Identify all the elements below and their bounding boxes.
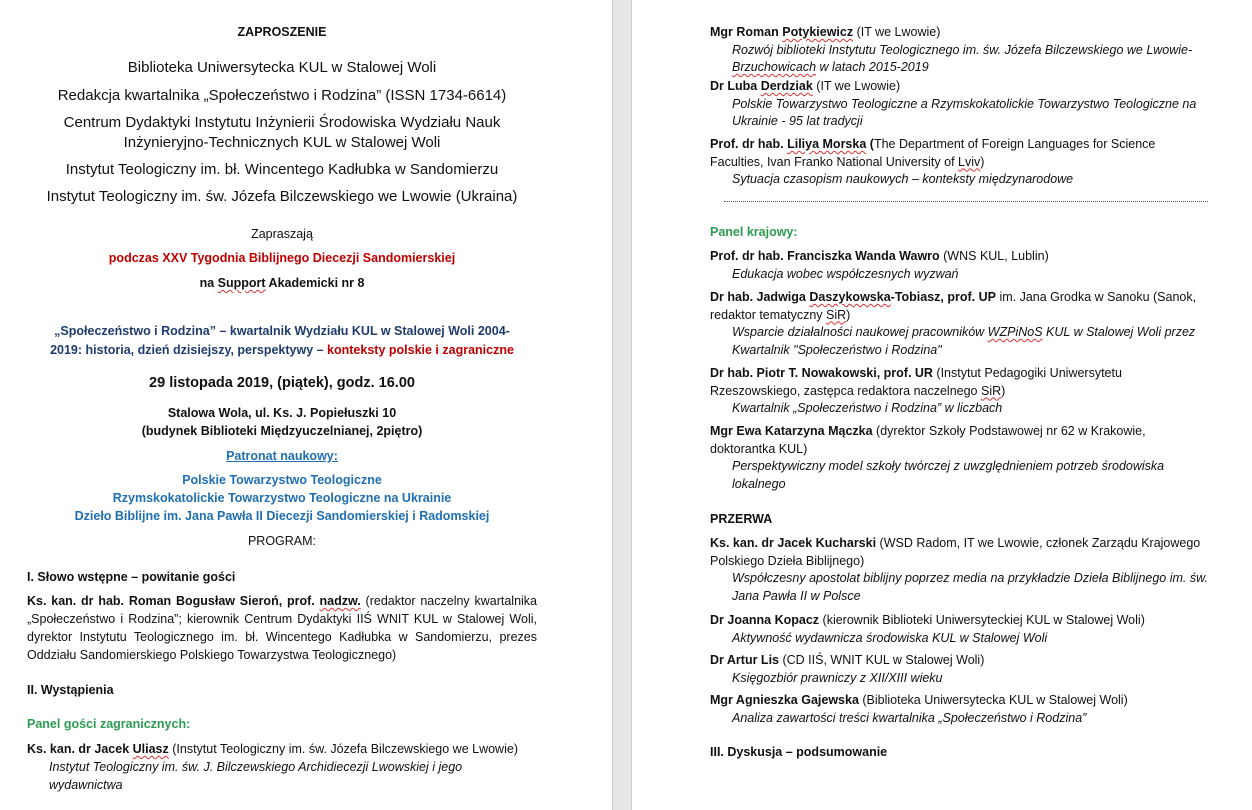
speaker-2-name-b: Uliasz — [132, 742, 169, 756]
bs3-name: Dr Artur Lis — [710, 653, 779, 667]
page-gutter — [612, 0, 632, 810]
speaker-1-name-b: nadzw. — [319, 594, 361, 608]
bs4-name: Mgr Agnieszka Gajewska — [710, 693, 859, 707]
event-word: Support — [217, 276, 266, 290]
ds3-aff-b: SiR — [980, 383, 1002, 398]
ds1-aff: (WNS KUL, Lublin) — [939, 249, 1049, 263]
foreign-speaker-4-header — [710, 136, 1210, 171]
break-speaker-1-header — [710, 535, 1210, 570]
speaker-2-talk: Instytut Teologiczny im. św. J. Bilczewskiego Archidiecezji Lwowskiej i jego wydawnictwa — [49, 760, 463, 792]
fs2-name-b: Potykiewicz — [782, 25, 854, 39]
ds4-aff: (dyrektor Szkoły Podstawowej nr 62 w Krakowie, doktorantka KUL) — [710, 424, 1146, 456]
subject-red-text: konteksty polskie i zagraniczne — [327, 343, 514, 357]
subject-line-2 — [0, 341, 564, 360]
fs2-talk-a: Rozwój biblioteki Instytutu Teologicznego im. św. Józefa Bilczewskiego we Lwowie- — [732, 42, 1193, 57]
break-speaker-3 — [710, 652, 1210, 687]
dotted-separator — [724, 201, 1208, 202]
foreign-speaker-2-header — [710, 24, 1210, 42]
ds2-aff-b: SiR — [826, 307, 847, 322]
domestic-speaker-4 — [710, 423, 1210, 493]
org-line-4: Inżynieryjno-Technicznych KUL w Stalowej Woli — [123, 134, 441, 151]
fs4-aff-b: Lviv — [958, 154, 981, 169]
fs4-aff-a: The Department of Foreign Languages for Science Faculties, Ivan Franko National University of — [710, 137, 1156, 169]
bs1-aff: (WSD Radom, IT we Lwowie, członek Zarządu Krajowego Polskiego Dzieła Biblijnego) — [710, 536, 1201, 568]
ds4-name: Mgr Ewa Katarzyna Mączka — [710, 424, 873, 438]
ds2-name-a: Dr hab. Jadwiga — [710, 290, 810, 304]
org-line-6: Instytut Teologiczny im. św. Józefa Bilczewskiego we Lwowie (Ukraina) — [46, 188, 518, 205]
invite-line: Zapraszają — [251, 227, 313, 241]
document-title: ZAPROSZENIE — [237, 25, 327, 39]
fs2-name-a: Mgr Roman — [710, 25, 783, 39]
patron-3: Dzieło Biblijne im. Jana Pawła II Diecezji Sandomierskiej i Radomskiej — [74, 509, 490, 523]
ds2-name-b: Daszykowska — [809, 290, 891, 304]
domestic-speaker-2-header — [710, 289, 1210, 324]
ds2-aff-c: ) — [846, 307, 851, 322]
domestic-speaker-3-talk: Kwartalnik „Społeczeństwo i Rodzina” w liczbach — [732, 401, 1003, 415]
subject-line-2-text: 2019: historia, dzień dzisiejszy, perspektywy – — [50, 343, 328, 357]
speaker-1-name-a: Ks. kan. dr hab. Roman Bogusław Sieroń, prof. — [27, 594, 320, 608]
fs4-name-c: ( — [866, 137, 874, 151]
fs2-talk-c: w latach 2015-2019 — [816, 60, 929, 74]
fs2-talk-b: Brzuchowicach — [732, 60, 817, 74]
speaker-2-aff: (Instytut Teologiczny im. św. Józefa Bilczewskiego we Lwowie) — [168, 742, 518, 756]
break-speaker-2-talk: Aktywność wydawnicza środowiska KUL w Stalowej Woli — [732, 630, 1048, 645]
ds3-aff-a: (Instytut Pedagogiki Uniwersytetu Rzeszowskiego, zastępca redaktora naczelnego — [710, 366, 1122, 398]
fs3-aff: (IT we Lwowie) — [812, 79, 901, 93]
bs2-aff: (kierownik Biblioteki Uniwersyteckiej KUL w Stalowej Woli) — [819, 613, 1145, 627]
ds2-talk-c: KUL w Stalowej Woli przez Kwartalnik "Społeczeństwo i Rodzina" — [732, 325, 1196, 357]
place-line-1: Stalowa Wola, ul. Ks. J. Popiełuszki 10 — [167, 406, 397, 420]
foreign-speaker-3-talk: Polskie Towarzystwo Teologiczne a Rzymskokatolickie Towarzystwo Teologiczne na Ukrainie - 95 lat tradycji — [732, 96, 1197, 128]
ds2-talk-a: Wsparcie działalności naukowej pracowników — [732, 325, 988, 339]
break-speaker-4-header — [710, 692, 1210, 710]
ds2-talk-b: WZPiNoS — [987, 325, 1043, 339]
break-speaker-3-header — [710, 652, 1210, 670]
event-post: Akademicki nr 8 — [265, 276, 365, 290]
break-speaker-1 — [710, 535, 1210, 605]
domestic-speaker-2-talk — [710, 324, 1210, 359]
break-speaker-2-header — [710, 612, 1210, 630]
foreign-speaker-4-talk: Sytuacja czasopism naukowych – konteksty międzynarodowe — [732, 172, 1074, 186]
fs3-name-b: Derdziak — [760, 79, 813, 93]
section-2-heading: II. Wystąpienia — [27, 683, 114, 697]
bs3-aff: (CD IIŚ, WNIT KUL w Stalowej Woli) — [779, 653, 985, 667]
panel-domestic-heading: Panel krajowy: — [710, 225, 798, 239]
right-page — [632, 0, 1252, 810]
section-1-heading: I. Słowo wstępne – powitanie gości — [27, 570, 236, 584]
speaker-2-name-a: Ks. kan. dr Jacek — [27, 742, 133, 756]
break-speaker-4 — [710, 692, 1210, 727]
section-3-heading: III. Dyskusja – podsumowanie — [710, 745, 888, 759]
foreign-speaker-4 — [710, 136, 1210, 189]
foreign-speaker-2-talk — [710, 42, 1210, 77]
domestic-speaker-3 — [710, 365, 1210, 418]
left-page — [0, 0, 612, 810]
fs4-name-b: Liliya Morska — [787, 137, 867, 151]
ds1-name: Prof. dr hab. Franciszka Wanda Wawro — [710, 249, 940, 263]
event-date: 29 listopada 2019, (piątek), godz. 16.00 — [149, 375, 415, 391]
place-line-2: (budynek Biblioteki Międzyuczelnianej, 2piętro) — [141, 424, 423, 438]
domestic-speaker-3-header — [710, 365, 1210, 400]
fs4-name-a: Prof. dr hab. — [710, 137, 788, 151]
bs1-name: Ks. kan. dr Jacek Kucharski — [710, 536, 877, 550]
speaker-2 — [27, 740, 537, 794]
break-heading: PRZERWA — [710, 512, 773, 526]
domestic-speaker-1-talk: Edukacja wobec współczesnych wyzwań — [732, 266, 959, 281]
domestic-speaker-2 — [710, 289, 1210, 359]
ds3-name: Dr hab. Piotr T. Nowakowski, prof. UR — [710, 366, 933, 380]
bs4-aff: (Biblioteka Uniwersytecka KUL w Stalowej Woli) — [858, 693, 1128, 707]
program-label: PROGRAM: — [247, 534, 317, 548]
subject-line-1: „Społeczeństwo i Rodzina” – kwartalnik Wydziału KUL w Stalowej Woli 2004- — [54, 324, 510, 338]
fs2-aff: (IT we Lwowie) — [853, 25, 941, 39]
ds2-aff-a: im. Jana Grodka w Sanoku (Sanok, redaktor tematyczny — [710, 290, 1197, 322]
foreign-speaker-3 — [710, 78, 1210, 131]
panel-foreign-heading: Panel gości zagranicznych: — [27, 717, 191, 731]
fs4-aff-c: ) — [980, 154, 985, 169]
bs2-name: Dr Joanna Kopacz — [710, 613, 820, 627]
foreign-speaker-3-header — [710, 78, 1210, 96]
org-line-1: Biblioteka Uniwersytecka KUL w Stalowej Woli — [127, 59, 437, 76]
domestic-speaker-4-header — [710, 423, 1210, 458]
patronat-label: Patronat naukowy: — [226, 449, 338, 463]
foreign-speaker-2 — [710, 24, 1210, 77]
event-pre: na — [199, 276, 218, 290]
fs3-name-a: Dr Luba — [710, 79, 761, 93]
org-line-5: Instytut Teologiczny im. bł. Wincentego Kadłubka w Sandomierzu — [65, 161, 499, 178]
occasion-line: podczas XXV Tygodnia Biblijnego Diecezji Sandomierskiej — [108, 251, 456, 265]
speaker-2-header — [27, 740, 537, 758]
domestic-speaker-4-talk: Perspektywiczny model szkoły twórczej z uwzględnieniem potrzeb środowiska lokalnego — [732, 459, 1165, 491]
org-line-3: Centrum Dydaktyki Instytutu Inżynierii Środowiska Wydziału Nauk — [63, 114, 501, 131]
break-speaker-4-talk: Analiza zawartości treści kwartalnika „Społeczeństwo i Rodzina” — [732, 710, 1087, 725]
patron-2: Rzymskokatolickie Towarzystwo Teologiczne na Ukrainie — [112, 491, 452, 505]
domestic-speaker-1-header — [710, 248, 1210, 266]
break-speaker-1-talk: Współczesny apostolat biblijny poprzez media na przykładzie Dzieła Biblijnego im. św. Jana Pawła II w Polsce — [732, 571, 1208, 603]
break-speaker-3-talk: Księgozbiór prawniczy z XII/XIII wieku — [732, 670, 943, 685]
ds2-name-c: -Tobiasz, prof. UP — [890, 290, 996, 304]
org-line-2: Redakcja kwartalnika „Społeczeństwo i Rodzina” (ISSN 1734-6614) — [57, 87, 507, 104]
break-speaker-2 — [710, 612, 1210, 647]
speaker-1-desc: (redaktor naczelny kwartalnika „Społeczeństwo i Rodzina”; kierownik Centrum Dydaktyki IIŚ WNIT KUL w Stalowej Woli, dyrektor Instytutu Teologicznego im. bł. Wincentego Kadłubka w Sandomierzu, prezes Oddziału Sandomierskiego Polskiego Towarzystwa Teologicznego) — [27, 594, 538, 662]
patron-1: Polskie Towarzystwo Teologiczne — [182, 473, 382, 487]
speaker-1 — [27, 592, 537, 664]
subject-block — [0, 322, 564, 360]
ds3-aff-c: ) — [1001, 383, 1006, 398]
event-line — [0, 276, 564, 290]
domestic-speaker-1 — [710, 248, 1210, 283]
